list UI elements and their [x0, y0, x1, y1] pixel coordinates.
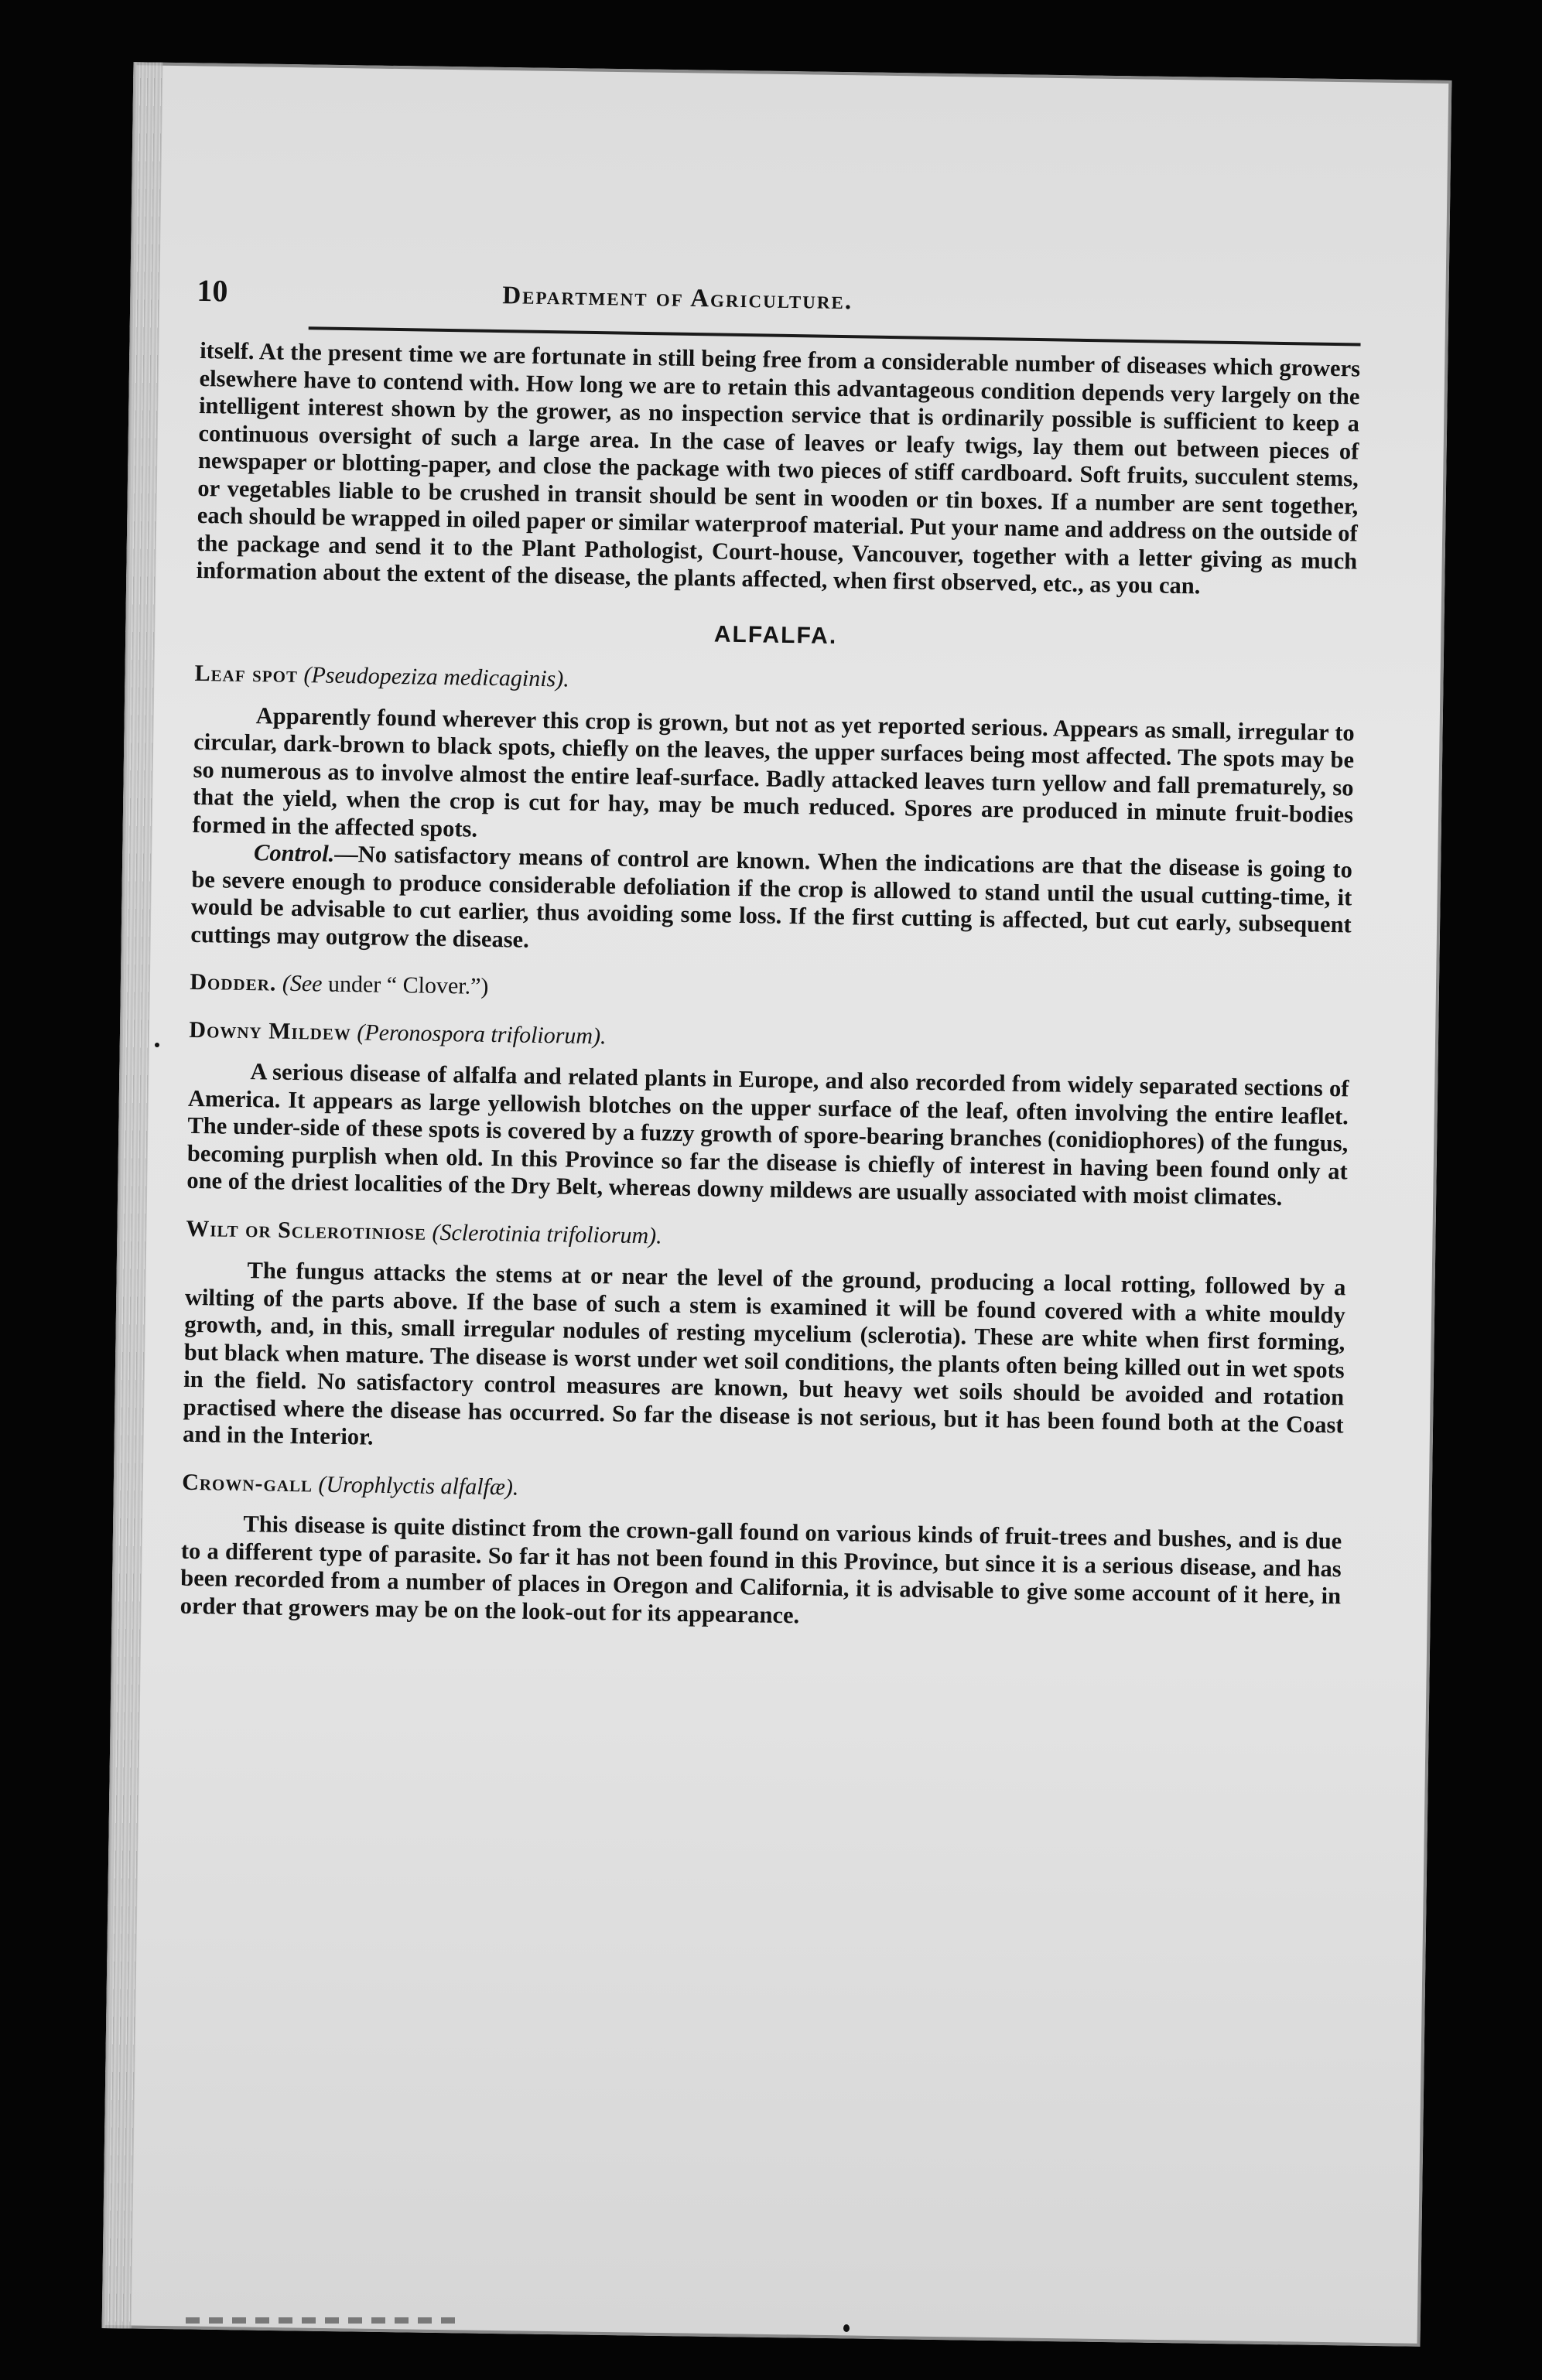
intro-paragraph: itself. At the present time we are fortunate in still being free from a considerable number of diseases which growers elsewhere have to contend with. How long we are to retain this advantageous condition depends very largely on the intelligent interest shown by the grower, as no inspection service that is ordinarily possible is sufficient to keep a continuous oversight of such a large area. In the case of leaves or leafy twigs, lay them out between pieces of newspaper or blotting-paper, and close the package with two pieces of stiff cardboard. Soft fruits, succulent stems, or vegetables liable to be crushed in transit should be sent in wooden or tin boxes. If a number are sent together, each should be wrapped in oiled paper or similar waterproof material. Put your name and address on the outside of the package and send it to the Plant Pathologist, Court-house, Vancouver, together with a letter giving as much information about the extent of the disease, the plants affected, when first observed, etc., as you can.	[196, 336, 1361, 599]
body-text	[180, 337, 1360, 1637]
dodder-heading	[190, 968, 1350, 1014]
downy-mildew-heading	[189, 1016, 1349, 1061]
latin-name: (Sclerotinia trifoliorum).	[432, 1219, 662, 1249]
disease-name: Leaf spot	[194, 660, 299, 688]
wilt-heading	[186, 1214, 1346, 1260]
page-number: 10	[197, 272, 228, 309]
disease-name: Crown-gall	[181, 1469, 313, 1497]
leaf-spot-control	[190, 838, 1352, 967]
crown-gall-heading	[182, 1468, 1342, 1514]
disease-name: Wilt or Sclerotiniose	[186, 1215, 427, 1245]
latin-name: (Peronospora trifoliorum).	[357, 1019, 607, 1049]
section-title: ALFALFA.	[713, 620, 838, 649]
disease-name: Downy Mildew	[189, 1016, 352, 1045]
wilt-paragraph: The fungus attacks the stems at or near the level of the ground, producing a local rotting, followed by a wilting of the parts above. If the base of such a stem is examined it will be found covered with a white mouldy growth, and, in this, small irregular nodules of resting mycelium (sclerotia). These are white when first forming, but black when mature. The disease is worst under wet soil conditions, the plants often being killed out in wet spots in the field. No satisfactory control measures are known, but heavy wet soils should be avoided and rotation practised where the disease has occurred. So far the disease is not serious, but it has been found both at the Coast and in the Interior.	[182, 1257, 1346, 1450]
see-reference: under “ Clover.”)	[327, 971, 489, 999]
running-head: Department of Agriculture.	[502, 282, 853, 316]
see-label: (See	[282, 970, 323, 997]
scan-speck	[155, 1043, 159, 1047]
latin-name: (Pseudopeziza medicaginis).	[303, 662, 570, 692]
control-label: Control.	[253, 839, 335, 867]
control-text: —No satisfactory means of control are known. When the indications are that the disease is going to be severe enough to produce considerable defoliation if the crop is allowed to stand until the usual cutting-time, it would be advisable to cut earlier, thus avoiding some loss. If the first cutting is affected, but cut early, subsequent cuttings may outgrow the disease.	[190, 840, 1353, 953]
scan-speck	[843, 2324, 850, 2332]
crown-gall-paragraph: This disease is quite distinct from the crown-gall found on various kinds of fruit-trees and bushes, and is due to a different type of parasite. So far it has not been found in this Province, but since it is a serious disease, and has been recorded from a number of places in Oregon and California, it is advisable to give some account of it here, in order that growers may be on the look-out for its appearance.	[180, 1511, 1342, 1628]
leaf-spot-heading	[194, 660, 1355, 705]
page-content	[180, 263, 1361, 1637]
downy-mildew-paragraph: A serious disease of alfalfa and related plants in Europe, and also recorded from widely separated sections of America. It appears as large yellowish blotches on the upper surface of the leaf, often involving the entire leaflet. The under-side of these spots is covered by a fuzzy growth of spore-bearing branches (conidiophores) of the fungus, becoming purplish when old. In this Province so far the disease is chiefly of interest in having been found only at one of the driest localities of the Dry Belt, whereas downy mildews are usually associated with moist climates.	[186, 1058, 1349, 1211]
scan-edge-artifact	[186, 2317, 464, 2324]
page-binding-edge	[102, 62, 163, 2328]
latin-name: (Urophlyctis alfalfæ).	[318, 1471, 519, 1501]
leaf-spot-paragraph: Apparently found wherever this crop is grown, but not as yet reported serious. Appears as small, irregular to circular, dark-brown to black spots, chiefly on the leaves, the upper surfaces being most affected. The spots may be so numerous as to involve almost the entire leaf-surface. Badly attacked leaves turn yellow and fall prematurely, so that the yield, when the crop is cut for hay, may be much reduced. Spores are produced in minute fruit-bodies formed in the affected spots.	[192, 702, 1355, 842]
disease-name: Dodder.	[190, 968, 277, 996]
